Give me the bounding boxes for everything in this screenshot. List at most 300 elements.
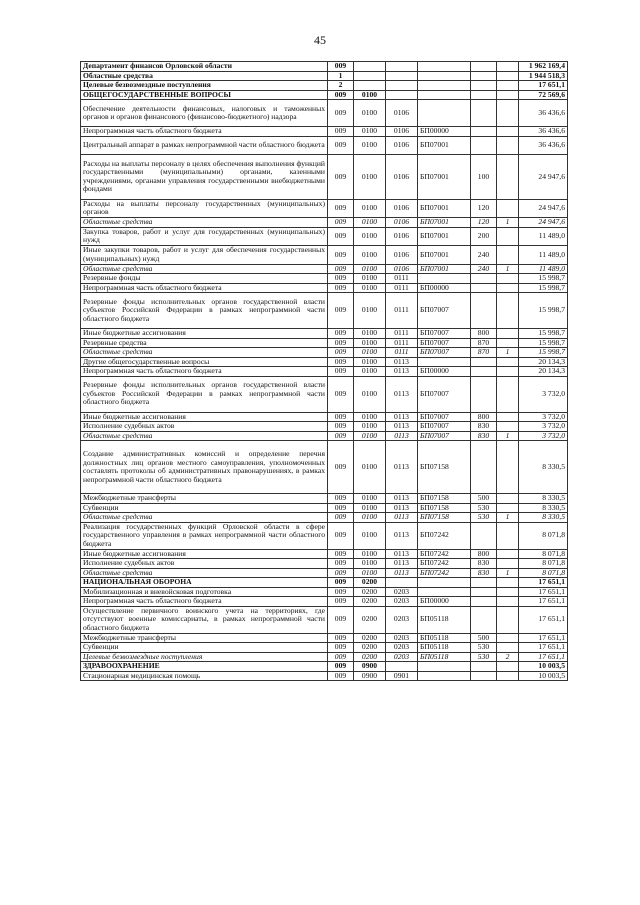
ved-code: 009 xyxy=(328,90,354,100)
target-article-code xyxy=(418,578,471,588)
subsection-code: 0106 xyxy=(386,264,418,274)
subsection-code: 0113 xyxy=(386,357,418,367)
expense-type-code: 200 xyxy=(471,227,497,246)
subsection-code: 0113 xyxy=(386,568,418,578)
table-row xyxy=(81,367,568,377)
funding-source-code xyxy=(497,367,519,377)
ved-code: 009 xyxy=(328,587,354,597)
funding-source-code xyxy=(497,338,519,348)
section-code: 0100 xyxy=(354,293,386,329)
row-name: Межбюджетные трансферты xyxy=(81,494,328,504)
section-code: 0100 xyxy=(354,127,386,137)
table-row xyxy=(81,522,568,549)
funding-source-code: 2 xyxy=(497,652,519,662)
amount: 1 962 169,4 xyxy=(519,62,568,72)
amount: 20 134,3 xyxy=(519,357,568,367)
ved-code: 009 xyxy=(328,274,354,284)
section-code: 0900 xyxy=(354,671,386,681)
table-row xyxy=(81,559,568,569)
subsection-code: 0106 xyxy=(386,100,418,127)
subsection-code: 0113 xyxy=(386,559,418,569)
amount: 8 330,5 xyxy=(519,513,568,523)
subsection-code: 0113 xyxy=(386,503,418,513)
expense-type-code xyxy=(471,441,497,494)
table-row xyxy=(81,441,568,494)
expense-type-code xyxy=(471,71,497,81)
section-code: 0100 xyxy=(354,412,386,422)
target-article-code: БП07001 xyxy=(418,136,471,155)
subsection-code xyxy=(386,662,418,672)
row-name: Непрограммная часть областного бюджета xyxy=(81,283,328,293)
row-name: Резервные фонды xyxy=(81,274,328,284)
ved-code: 009 xyxy=(328,246,354,265)
table-row xyxy=(81,568,568,578)
table-row xyxy=(81,155,568,200)
table-row xyxy=(81,503,568,513)
amount: 8 071,8 xyxy=(519,568,568,578)
amount: 8 071,8 xyxy=(519,549,568,559)
funding-source-code: 1 xyxy=(497,218,519,228)
section-code: 0200 xyxy=(354,633,386,643)
table-row xyxy=(81,227,568,246)
funding-source-code xyxy=(497,227,519,246)
target-article-code: БП00000 xyxy=(418,283,471,293)
section-code: 0100 xyxy=(354,155,386,200)
budget-table-body xyxy=(81,62,568,681)
amount: 15 998,7 xyxy=(519,338,568,348)
subsection-code: 0203 xyxy=(386,587,418,597)
ved-code: 009 xyxy=(328,652,354,662)
ved-code: 009 xyxy=(328,199,354,218)
row-name: Иные бюджетные ассигнования xyxy=(81,412,328,422)
ved-code: 2 xyxy=(328,81,354,91)
target-article-code: БП07242 xyxy=(418,522,471,549)
ved-code: 009 xyxy=(328,549,354,559)
section-code: 0200 xyxy=(354,587,386,597)
subsection-code: 0111 xyxy=(386,348,418,358)
amount: 8 330,5 xyxy=(519,503,568,513)
expense-type-code: 530 xyxy=(471,503,497,513)
table-row xyxy=(81,136,568,155)
ved-code: 009 xyxy=(328,568,354,578)
row-name: Резервные средства xyxy=(81,338,328,348)
ved-code: 009 xyxy=(328,633,354,643)
expense-type-code xyxy=(471,283,497,293)
amount: 36 436,6 xyxy=(519,100,568,127)
section-code: 0100 xyxy=(354,338,386,348)
expense-type-code xyxy=(471,90,497,100)
table-row xyxy=(81,199,568,218)
target-article-code xyxy=(418,90,471,100)
amount: 15 998,7 xyxy=(519,348,568,358)
funding-source-code: 1 xyxy=(497,264,519,274)
ved-code: 009 xyxy=(328,155,354,200)
amount: 24 947,6 xyxy=(519,155,568,200)
row-name: Областные средства xyxy=(81,264,328,274)
target-article-code: БП00000 xyxy=(418,127,471,137)
amount: 8 330,5 xyxy=(519,494,568,504)
section-code: 0100 xyxy=(354,503,386,513)
expense-type-code: 100 xyxy=(471,155,497,200)
subsection-code: 0113 xyxy=(386,431,418,441)
subsection-code: 0111 xyxy=(386,329,418,339)
target-article-code: БП07242 xyxy=(418,549,471,559)
ved-code: 009 xyxy=(328,136,354,155)
funding-source-code xyxy=(497,662,519,672)
amount: 3 732,0 xyxy=(519,412,568,422)
row-name: Центральный аппарат в рамках непрограммной части областного бюджета xyxy=(81,136,328,155)
funding-source-code: 1 xyxy=(497,568,519,578)
ved-code: 009 xyxy=(328,431,354,441)
section-code xyxy=(354,81,386,91)
ved-code: 009 xyxy=(328,100,354,127)
section-code: 0100 xyxy=(354,494,386,504)
section-code: 0100 xyxy=(354,136,386,155)
expense-type-code xyxy=(471,274,497,284)
row-name: Иные бюджетные ассигнования xyxy=(81,329,328,339)
row-name: НАЦИОНАЛЬНАЯ ОБОРОНА xyxy=(81,578,328,588)
subsection-code: 0203 xyxy=(386,652,418,662)
row-name: Областные средства xyxy=(81,513,328,523)
section-code: 0100 xyxy=(354,199,386,218)
table-row xyxy=(81,578,568,588)
expense-type-code: 530 xyxy=(471,652,497,662)
target-article-code: БП07007 xyxy=(418,348,471,358)
amount: 3 732,0 xyxy=(519,422,568,432)
page-number: 45 xyxy=(314,33,326,47)
subsection-code: 0203 xyxy=(386,597,418,607)
section-code: 0100 xyxy=(354,559,386,569)
subsection-code: 0111 xyxy=(386,338,418,348)
table-row xyxy=(81,338,568,348)
target-article-code: БП05118 xyxy=(418,606,471,633)
amount: 3 732,0 xyxy=(519,431,568,441)
target-article-code: БП07007 xyxy=(418,329,471,339)
ved-code: 009 xyxy=(328,367,354,377)
expense-type-code xyxy=(471,376,497,412)
expense-type-code: 120 xyxy=(471,218,497,228)
funding-source-code xyxy=(497,155,519,200)
target-article-code: БП07007 xyxy=(418,338,471,348)
table-row xyxy=(81,218,568,228)
ved-code: 009 xyxy=(328,597,354,607)
table-row xyxy=(81,90,568,100)
section-code: 0100 xyxy=(354,246,386,265)
subsection-code: 0113 xyxy=(386,522,418,549)
ved-code: 009 xyxy=(328,264,354,274)
funding-source-code xyxy=(497,522,519,549)
funding-source-code xyxy=(497,633,519,643)
ved-code: 009 xyxy=(328,513,354,523)
section-code: 0200 xyxy=(354,597,386,607)
amount: 17 651,1 xyxy=(519,81,568,91)
table-row xyxy=(81,357,568,367)
table-row xyxy=(81,671,568,681)
target-article-code: БП07007 xyxy=(418,431,471,441)
target-article-code: БП00000 xyxy=(418,367,471,377)
row-name: Целевые безвозмездные поступления xyxy=(81,652,328,662)
section-code: 0100 xyxy=(354,367,386,377)
expense-type-code xyxy=(471,522,497,549)
ved-code: 009 xyxy=(328,671,354,681)
section-code: 0100 xyxy=(354,568,386,578)
section-code xyxy=(354,71,386,81)
table-row xyxy=(81,274,568,284)
subsection-code: 0203 xyxy=(386,606,418,633)
subsection-code: 0113 xyxy=(386,367,418,377)
funding-source-code xyxy=(497,376,519,412)
funding-source-code xyxy=(497,412,519,422)
subsection-code xyxy=(386,81,418,91)
expense-type-code: 530 xyxy=(471,643,497,653)
amount: 1 944 518,3 xyxy=(519,71,568,81)
target-article-code: БП07158 xyxy=(418,513,471,523)
target-article-code xyxy=(418,587,471,597)
section-code: 0100 xyxy=(354,549,386,559)
amount: 17 651,1 xyxy=(519,643,568,653)
row-name: Создание административных комиссий и определение перечня должностных лиц органов местного самоуправления, уполномоченных составлять протоколы об административных правонарушениях, в рамках непрограммной части областного бюджета xyxy=(81,441,328,494)
amount: 8 071,8 xyxy=(519,559,568,569)
row-name: Межбюджетные трансферты xyxy=(81,633,328,643)
row-name: Исполнение судебных актов xyxy=(81,422,328,432)
section-code: 0100 xyxy=(354,522,386,549)
expense-type-code xyxy=(471,127,497,137)
section-code: 0100 xyxy=(354,357,386,367)
expense-type-code xyxy=(471,367,497,377)
ved-code: 009 xyxy=(328,503,354,513)
row-name: Реализация государственных функций Орловской области в сфере государственного управления в рамках непрограммной части областного бюджета xyxy=(81,522,328,549)
table-row xyxy=(81,127,568,137)
funding-source-code xyxy=(497,357,519,367)
table-row xyxy=(81,100,568,127)
section-code: 0100 xyxy=(354,329,386,339)
subsection-code xyxy=(386,578,418,588)
amount: 15 998,7 xyxy=(519,283,568,293)
ved-code: 009 xyxy=(328,227,354,246)
funding-source-code xyxy=(497,329,519,339)
row-name: Областные средства xyxy=(81,218,328,228)
target-article-code: БП07007 xyxy=(418,293,471,329)
subsection-code xyxy=(386,71,418,81)
amount: 15 998,7 xyxy=(519,293,568,329)
amount: 17 651,1 xyxy=(519,578,568,588)
target-article-code: БП07007 xyxy=(418,376,471,412)
ved-code: 009 xyxy=(328,606,354,633)
row-name: Резервные фонды исполнительных органов государственной власти субъектов Российской Федерации в рамках непрограммной части областного бюджета xyxy=(81,293,328,329)
section-code xyxy=(354,62,386,72)
section-code: 0100 xyxy=(354,274,386,284)
funding-source-code xyxy=(497,597,519,607)
section-code: 0100 xyxy=(354,376,386,412)
expense-type-code: 830 xyxy=(471,431,497,441)
funding-source-code xyxy=(497,441,519,494)
table-row xyxy=(81,606,568,633)
row-name: Департамент финансов Орловской области xyxy=(81,62,328,72)
expense-type-code: 830 xyxy=(471,559,497,569)
funding-source-code: 1 xyxy=(497,431,519,441)
expense-type-code: 800 xyxy=(471,549,497,559)
target-article-code: БП07001 xyxy=(418,264,471,274)
funding-source-code xyxy=(497,503,519,513)
subsection-code: 0113 xyxy=(386,513,418,523)
expense-type-code: 830 xyxy=(471,422,497,432)
table-row xyxy=(81,422,568,432)
amount: 10 003,5 xyxy=(519,662,568,672)
amount: 36 436,6 xyxy=(519,127,568,137)
row-name: Областные средства xyxy=(81,348,328,358)
table-row xyxy=(81,293,568,329)
amount: 17 651,1 xyxy=(519,633,568,643)
target-article-code: БП07158 xyxy=(418,494,471,504)
section-code: 0100 xyxy=(354,348,386,358)
table-row xyxy=(81,81,568,91)
ved-code: 009 xyxy=(328,338,354,348)
row-name: Расходы на выплаты персоналу государственных (муниципальных) органов xyxy=(81,199,328,218)
subsection-code: 0113 xyxy=(386,376,418,412)
target-article-code xyxy=(418,357,471,367)
target-article-code xyxy=(418,671,471,681)
amount: 72 569,6 xyxy=(519,90,568,100)
table-row xyxy=(81,348,568,358)
target-article-code: БП05118 xyxy=(418,633,471,643)
table-row xyxy=(81,283,568,293)
section-code: 0100 xyxy=(354,283,386,293)
row-name: Субвенции xyxy=(81,503,328,513)
funding-source-code xyxy=(497,62,519,72)
subsection-code: 0113 xyxy=(386,549,418,559)
funding-source-code xyxy=(497,100,519,127)
expense-type-code: 870 xyxy=(471,348,497,358)
section-code: 0200 xyxy=(354,652,386,662)
funding-source-code xyxy=(497,274,519,284)
target-article-code xyxy=(418,274,471,284)
section-code: 0100 xyxy=(354,264,386,274)
subsection-code: 0106 xyxy=(386,218,418,228)
amount: 10 003,5 xyxy=(519,671,568,681)
section-code: 0200 xyxy=(354,578,386,588)
funding-source-code xyxy=(497,422,519,432)
expense-type-code: 870 xyxy=(471,338,497,348)
subsection-code: 0106 xyxy=(386,227,418,246)
target-article-code: БП07007 xyxy=(418,422,471,432)
row-name: Осуществление первичного воинского учета на территориях, где отсутствуют военные комиссариаты, в рамках непрограммной части областного бюджета xyxy=(81,606,328,633)
target-article-code: БП07001 xyxy=(418,218,471,228)
funding-source-code xyxy=(497,578,519,588)
section-code: 0100 xyxy=(354,227,386,246)
ved-code: 009 xyxy=(328,422,354,432)
funding-source-code xyxy=(497,81,519,91)
funding-source-code xyxy=(497,127,519,137)
amount: 24 947,6 xyxy=(519,218,568,228)
row-name: Иные закупки товаров, работ и услуг для обеспечения государственных (муниципальных) нужд xyxy=(81,246,328,265)
amount: 8 330,5 xyxy=(519,441,568,494)
target-article-code: БП07158 xyxy=(418,441,471,494)
amount: 15 998,7 xyxy=(519,274,568,284)
expense-type-code xyxy=(471,671,497,681)
target-article-code: БП05118 xyxy=(418,643,471,653)
subsection-code: 0106 xyxy=(386,155,418,200)
amount: 17 651,1 xyxy=(519,606,568,633)
amount: 3 732,0 xyxy=(519,376,568,412)
subsection-code xyxy=(386,90,418,100)
ved-code: 009 xyxy=(328,522,354,549)
expense-type-code xyxy=(471,597,497,607)
target-article-code xyxy=(418,662,471,672)
row-name: Расходы на выплаты персоналу в целях обеспечения выполнения функций государственными (муниципальными) органами, казенными учреждениями, органами управления государственными внебюджетными фондами xyxy=(81,155,328,200)
row-name: Стационарная медицинская помощь xyxy=(81,671,328,681)
expense-type-code xyxy=(471,62,497,72)
ved-code: 1 xyxy=(328,71,354,81)
expense-type-code: 500 xyxy=(471,633,497,643)
expense-type-code xyxy=(471,136,497,155)
amount: 11 489,0 xyxy=(519,264,568,274)
ved-code: 009 xyxy=(328,127,354,137)
subsection-code: 0113 xyxy=(386,494,418,504)
target-article-code: БП07001 xyxy=(418,155,471,200)
row-name: ЗДРАВООХРАНЕНИЕ xyxy=(81,662,328,672)
target-article-code xyxy=(418,81,471,91)
table-row xyxy=(81,549,568,559)
section-code: 0900 xyxy=(354,662,386,672)
amount: 20 134,3 xyxy=(519,367,568,377)
amount: 15 998,7 xyxy=(519,329,568,339)
amount: 17 651,1 xyxy=(519,652,568,662)
row-name: Целевые безвозмездные поступления xyxy=(81,81,328,91)
amount: 24 947,6 xyxy=(519,199,568,218)
ved-code: 009 xyxy=(328,329,354,339)
section-code: 0200 xyxy=(354,643,386,653)
table-row xyxy=(81,513,568,523)
subsection-code: 0111 xyxy=(386,283,418,293)
row-name: Обеспечение деятельности финансовых, налоговых и таможенных органов и органов финансового (финансово-бюджетного) надзора xyxy=(81,100,328,127)
expense-type-code xyxy=(471,587,497,597)
target-article-code: БП07158 xyxy=(418,503,471,513)
target-article-code: БП07001 xyxy=(418,227,471,246)
row-name: Субвенции xyxy=(81,643,328,653)
target-article-code xyxy=(418,100,471,127)
expense-type-code: 240 xyxy=(471,246,497,265)
expense-type-code: 120 xyxy=(471,199,497,218)
ved-code: 009 xyxy=(328,218,354,228)
ved-code: 009 xyxy=(328,283,354,293)
budget-table xyxy=(80,61,568,681)
expense-type-code xyxy=(471,578,497,588)
funding-source-code xyxy=(497,283,519,293)
row-name: Непрограммная часть областного бюджета xyxy=(81,127,328,137)
target-article-code: БП07242 xyxy=(418,559,471,569)
subsection-code: 0106 xyxy=(386,127,418,137)
row-name: Другие общегосударственные вопросы xyxy=(81,357,328,367)
funding-source-code xyxy=(497,643,519,653)
funding-source-code xyxy=(497,606,519,633)
row-name: Областные средства xyxy=(81,568,328,578)
table-row xyxy=(81,652,568,662)
table-row xyxy=(81,329,568,339)
section-code: 0100 xyxy=(354,431,386,441)
table-row xyxy=(81,643,568,653)
table-row xyxy=(81,71,568,81)
target-article-code xyxy=(418,71,471,81)
section-code: 0100 xyxy=(354,441,386,494)
section-code: 0100 xyxy=(354,218,386,228)
row-name: ОБЩЕГОСУДАРСТВЕННЫЕ ВОПРОСЫ xyxy=(81,90,328,100)
funding-source-code xyxy=(497,549,519,559)
funding-source-code xyxy=(497,293,519,329)
row-name: Областные средства xyxy=(81,71,328,81)
target-article-code: БП07007 xyxy=(418,412,471,422)
funding-source-code xyxy=(497,136,519,155)
section-code: 0100 xyxy=(354,513,386,523)
